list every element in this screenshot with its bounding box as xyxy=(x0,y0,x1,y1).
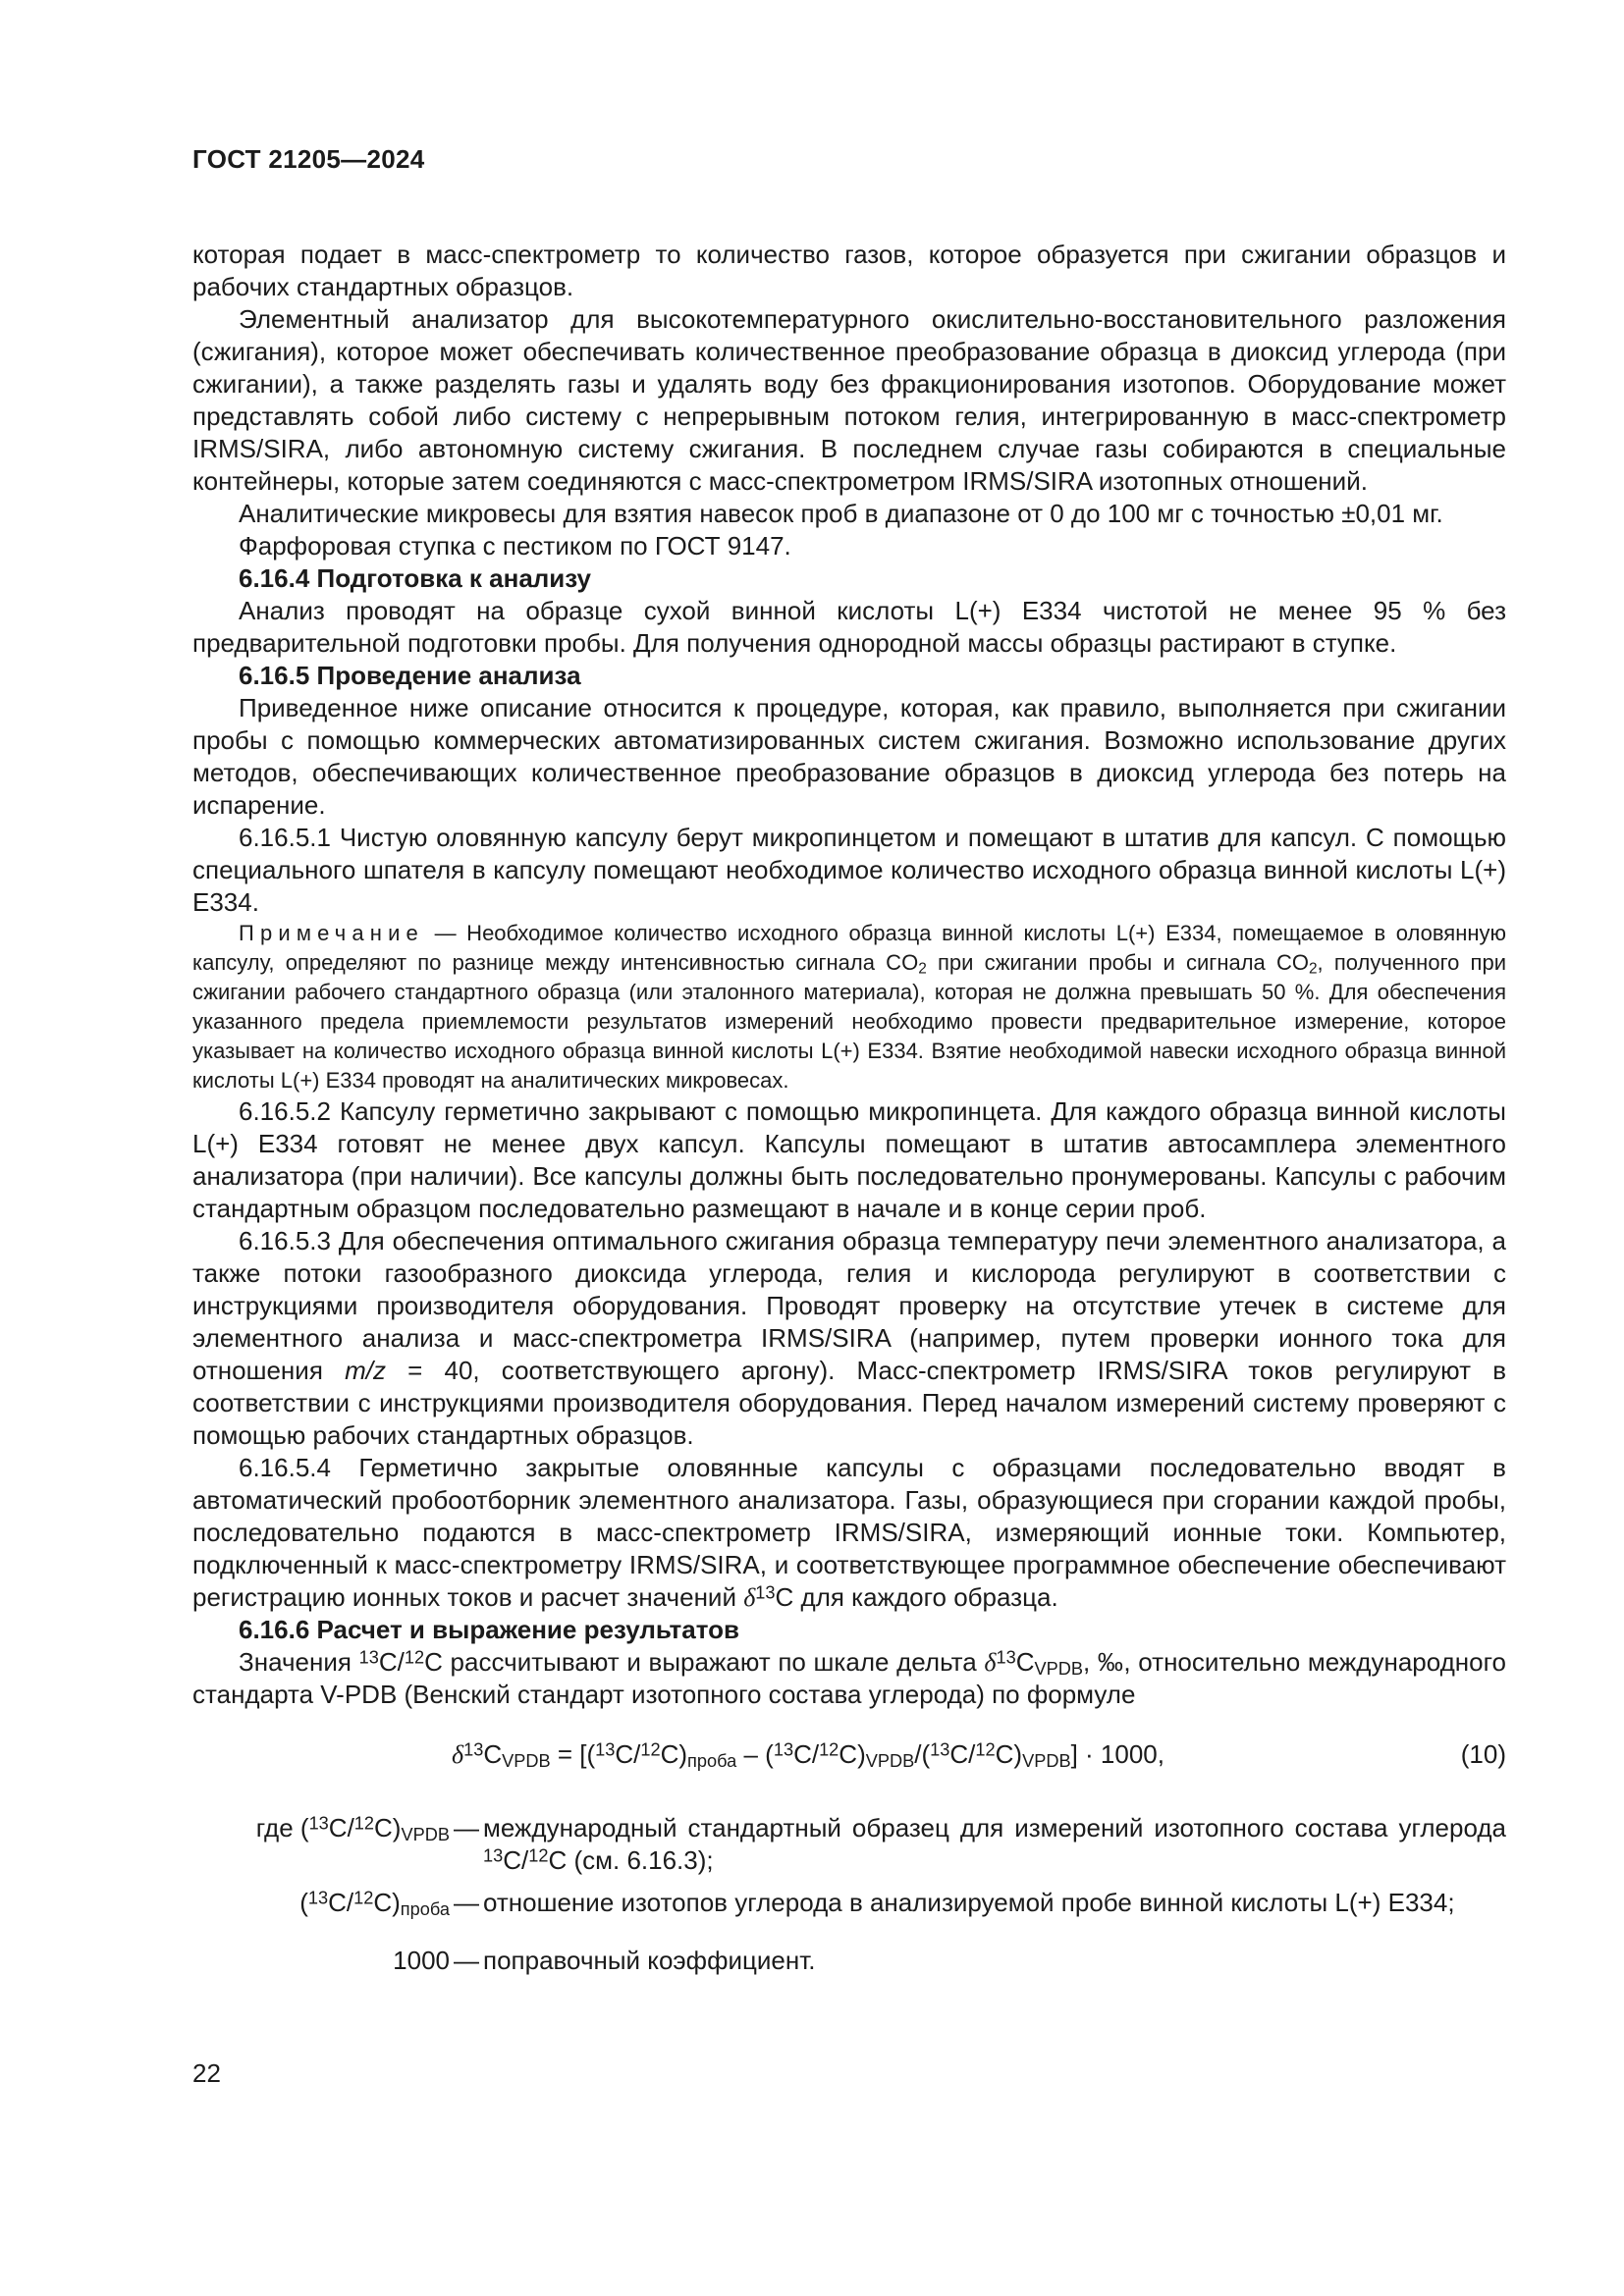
note-label: Примечание xyxy=(239,921,424,945)
superscript-13: 13 xyxy=(483,1845,504,1866)
superscript-13: 13 xyxy=(358,1647,379,1668)
where-row-proba xyxy=(192,1887,1506,1919)
superscript-13: 13 xyxy=(755,1582,776,1603)
formula-text: C) xyxy=(995,1739,1023,1769)
carbon-symbol: C xyxy=(775,1582,794,1612)
co2-subscript: 2 xyxy=(1308,960,1318,978)
em-dash: — xyxy=(454,1888,479,1917)
term-text: ( xyxy=(299,1813,309,1842)
where-term xyxy=(192,1812,450,1877)
text-part: Значения xyxy=(239,1647,359,1677)
formula-text: C) xyxy=(660,1739,688,1769)
where-row-1000 xyxy=(192,1945,1506,1977)
carbon-symbol: C xyxy=(1015,1647,1035,1677)
subscript-vpdb: VPDB xyxy=(502,1751,551,1771)
note-text: , полученного при сжигании рабочего стандартного образца (или эталонного материала), которая не должна превышать 50 %. Для обеспечения указанного предела приемлемости результатов измерений необходимо провести предварительное измерение, которое указывает на количество исходного образца винной кислоты L(+) E334. Взятие необходимой навески исходного образца винной кислоты L(+) E334 проводят на аналитических микровесах. xyxy=(192,950,1506,1093)
note-text: — Необходимое количество исходного образца винной кислоты L(+) E334, помещаемое в оловянную капсулу, определяют по разнице между интенсивностью сигнала CO xyxy=(192,921,1506,975)
delta-symbol: δ xyxy=(743,1583,756,1612)
page-content xyxy=(192,143,1506,1987)
term-text: C/ xyxy=(328,1813,354,1842)
superscript-13: 13 xyxy=(463,1739,484,1760)
heading-6-16-4: 6.16.4 Подготовка к анализу xyxy=(239,563,592,593)
where-lead: где xyxy=(255,1813,294,1842)
where-description xyxy=(483,1812,1506,1877)
where-row-vpdb xyxy=(192,1812,1506,1877)
superscript-13: 13 xyxy=(307,1888,329,1908)
formula-text: = [( xyxy=(550,1739,596,1769)
em-dash: — xyxy=(454,1946,479,1975)
formula-text: /( xyxy=(914,1739,931,1769)
term-text: C) xyxy=(374,1813,402,1842)
text-part: = 40, соответствующего аргону). Масс-спектрометр IRMS/SIRA токов регулируют в соответствии с инструкциями производителя оборудования. Перед началом измерений систему проверяют с помощью рабочих стандартных образцов. xyxy=(192,1356,1507,1450)
superscript-12: 12 xyxy=(640,1739,661,1760)
superscript-12: 12 xyxy=(404,1647,425,1668)
page-number: 22 xyxy=(192,2058,221,2088)
subscript-vpdb: VPDB xyxy=(1034,1659,1083,1679)
formula-text: ] · 1000, xyxy=(1070,1739,1164,1769)
paragraph-6-16-5-3 xyxy=(192,1225,1506,1452)
term-text: C/ xyxy=(328,1888,354,1917)
superscript-12: 12 xyxy=(353,1813,375,1834)
paragraph-mortar: Фарфоровая ступка с пестиком по ГОСТ 9147. xyxy=(239,531,791,561)
delta-symbol: δ xyxy=(451,1740,464,1769)
subscript-proba: проба xyxy=(400,1899,450,1919)
superscript-12: 12 xyxy=(975,1739,996,1760)
note-text: при сжигании пробы и сигнала CO xyxy=(926,950,1309,975)
formula-text: C/ xyxy=(949,1739,976,1769)
superscript-13: 13 xyxy=(930,1739,950,1760)
where-description: отношение изотопов углерода в анализируемой пробе винной кислоты L(+) E334; xyxy=(483,1888,1455,1917)
em-dash: — xyxy=(454,1813,479,1842)
paragraph-microbalance: Аналитические микровесы для взятия навесок проб в диапазоне от 0 до 100 мг с точностью ±0,01 мг. xyxy=(239,499,1443,528)
formula-text: C/ xyxy=(615,1739,641,1769)
superscript-12: 12 xyxy=(819,1739,839,1760)
text-part: C рассчитывают и выражают по шкале дельта xyxy=(424,1647,985,1677)
text-part: C (см. 6.16.3); xyxy=(548,1845,714,1875)
formula-text: – ( xyxy=(736,1739,774,1769)
mz-ratio-italic: m/z xyxy=(345,1356,386,1385)
superscript-13: 13 xyxy=(996,1647,1016,1668)
subscript-vpdb: VPDB xyxy=(865,1751,915,1771)
text-part: 6.16.5.3 Для обеспечения оптимального сжигания образца температуру печи элементного анализатора, а также потоки газообразного диоксида углерода, гелия и кислорода регулируют в соответствии с инструкциями производителя оборудования. Проводят проверку на отсутствие утечек в системе для элементного анализа и масс-спектрометра IRMS/SIRA (например, путем проверки ионного тока для отношения xyxy=(192,1226,1506,1385)
formula-text: C/ xyxy=(793,1739,820,1769)
heading-6-16-5: 6.16.5 Проведение анализа xyxy=(239,661,581,690)
subscript-vpdb: VPDB xyxy=(1022,1751,1071,1771)
formula-number: (10) xyxy=(1460,1739,1506,1769)
formula-row xyxy=(192,1738,1506,1771)
superscript-13: 13 xyxy=(773,1739,794,1760)
superscript-13: 13 xyxy=(308,1813,329,1834)
paragraph-sample-prep: Анализ проводят на образце сухой винной кислоты L(+) E334 чистотой не менее 95 % без предварительной подготовки пробы. Для получения однородной массы образцы растирают в ступке. xyxy=(192,596,1506,658)
text-part: , ‰, относительно международного стандарта V-PDB (Венский стандарт изотопного состава углерода) по формуле xyxy=(192,1647,1506,1709)
text-part: C/ xyxy=(378,1647,405,1677)
paragraph-6-16-5-4 xyxy=(192,1452,1506,1614)
paragraph-procedure-overview: Приведенное ниже описание относится к процедуре, которая, как правило, выполняется при сжигании пробы с помощью коммерческих автоматизированных систем сжигания. Возможно использование других методов, обеспечивающих количественное преобразование образцов в диоксид углерода без потерь на испарение. xyxy=(192,693,1506,820)
paragraph-elemental-analyzer: Элементный анализатор для высокотемпературного окислительно-восстановительного разложения (сжигания), которое может обеспечивать количественное преобразование образца в диоксид углерода (при сжигании), а также разделять газы и удалять воду без фракционирования изотопов. Оборудование может представлять собой либо систему с непрерывным потоком гелия, интегрированную в масс-спектрометр IRMS/SIRA, либо автономную систему сжигания. В последнем случае газы собираются в специальные контейнеры, которые затем соединяются с масс-спектрометром IRMS/SIRA изотопных отношений. xyxy=(192,304,1506,496)
subscript-proba: проба xyxy=(687,1751,737,1771)
text-part: международный стандартный образец для измерений изотопного состава углерода xyxy=(483,1813,1506,1842)
term-text: C) xyxy=(373,1888,401,1917)
superscript-12: 12 xyxy=(528,1845,549,1866)
text-part: 6.16.5.4 Герметично закрытые оловянные капсулы с образцами последовательно вводят в автоматический пробоотборник элементного анализатора. Газы, образующиеся при сгорании каждой пробы, последовательно подаются в масс-спектрометр IRMS/SIRA, измеряющий ионные токи. Компьютер, подключенный к масс-спектрометру IRMS/SIRA, и соответствующее программное обеспечение обеспечивают регистрацию ионных токов и расчет значений xyxy=(192,1453,1506,1612)
where-list xyxy=(192,1812,1506,1977)
text-part: C/ xyxy=(503,1845,529,1875)
subscript-vpdb: VPDB xyxy=(401,1825,450,1844)
co2-subscript: 2 xyxy=(918,960,927,978)
paragraph-6-16-5-1: 6.16.5.1 Чистую оловянную капсулу берут микропинцетом и помещают в штатив для капсул. С помощью специального шпателя в капсулу помещают необходимое количество исходного образца винной кислоты L(+) E334. xyxy=(192,823,1506,917)
heading-6-16-6: 6.16.6 Расчет и выражение результатов xyxy=(239,1615,739,1644)
superscript-12: 12 xyxy=(353,1888,374,1908)
paragraph-continuation: которая подает в масс-спектрометр то количество газов, которое образуется при сжигании образцов и рабочих стандартных образцов. xyxy=(192,240,1506,301)
formula-delta-c-vpdb xyxy=(192,1738,1424,1771)
note-block xyxy=(192,919,1506,1095)
paragraph-delta-values xyxy=(192,1646,1506,1711)
where-term xyxy=(192,1887,450,1919)
doc-number-header: ГОСТ 21205—2024 xyxy=(192,144,425,174)
where-term: 1000 xyxy=(393,1946,450,1975)
delta-symbol: δ xyxy=(984,1648,997,1677)
superscript-13: 13 xyxy=(595,1739,616,1760)
text-part: для каждого образца. xyxy=(793,1582,1058,1612)
paragraph-6-16-5-2: 6.16.5.2 Капсулу герметично закрывают с помощью микропинцета. Для каждого образца винной кислоты L(+) E334 готовят не менее двух капсул. Капсулы помещают в штатив автосамплера элементного анализатора (при наличии). Все капсулы должны быть последовательно пронумерованы. Капсулы с рабочим стандартным образцом последовательно размещают в начале и в конце серии проб. xyxy=(192,1096,1506,1223)
carbon-symbol: C xyxy=(483,1739,503,1769)
where-description: поправочный коэффициент. xyxy=(483,1946,816,1975)
term-text: ( xyxy=(299,1888,308,1917)
formula-text: C) xyxy=(839,1739,866,1769)
